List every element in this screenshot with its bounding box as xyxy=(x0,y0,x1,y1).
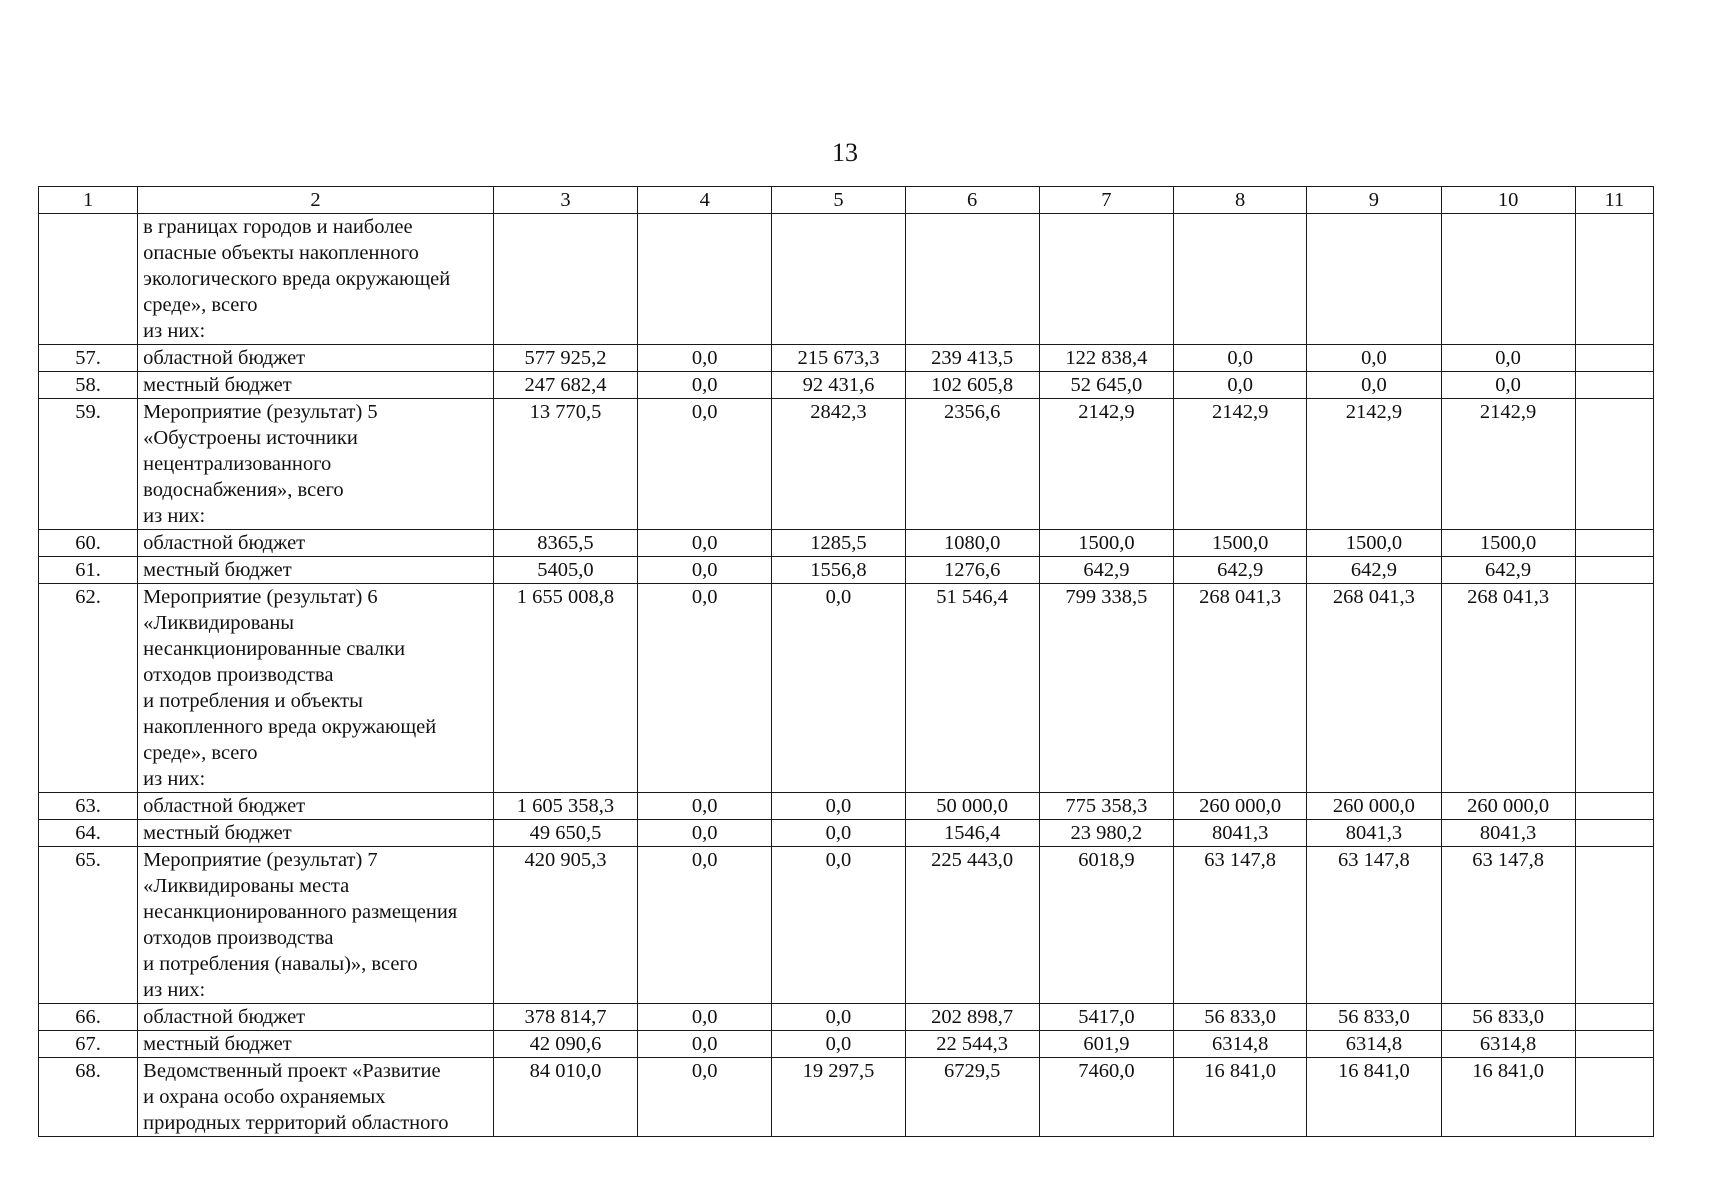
value-cell-col-11 xyxy=(1575,1004,1653,1031)
row-number: 58. xyxy=(39,372,138,399)
row-number: 67. xyxy=(39,1031,138,1058)
value-cell-col-8 xyxy=(1174,214,1307,345)
value-cell-col-5: 0,0 xyxy=(772,1031,905,1058)
value-cell-col-3: 42 090,6 xyxy=(493,1031,637,1058)
value-cell-col-8: 6314,8 xyxy=(1174,1031,1307,1058)
table-row xyxy=(39,1031,1654,1058)
value-cell-col-4: 0,0 xyxy=(638,1058,772,1137)
value-cell-col-7: 799 338,5 xyxy=(1039,584,1173,793)
value-cell-col-5: 0,0 xyxy=(772,584,905,793)
value-cell-col-8: 56 833,0 xyxy=(1174,1004,1307,1031)
value-cell-col-4: 0,0 xyxy=(638,345,772,372)
row-number: 65. xyxy=(39,847,138,1004)
value-cell-col-7: 1500,0 xyxy=(1039,530,1173,557)
value-cell-col-10 xyxy=(1441,214,1575,345)
value-cell-col-7: 6018,9 xyxy=(1039,847,1173,1004)
value-cell-col-10: 0,0 xyxy=(1441,345,1575,372)
value-cell-col-5: 0,0 xyxy=(772,1004,905,1031)
value-cell-col-4: 0,0 xyxy=(638,372,772,399)
value-cell-col-8: 642,9 xyxy=(1174,557,1307,584)
value-cell-col-8: 63 147,8 xyxy=(1174,847,1307,1004)
value-cell-col-6: 6729,5 xyxy=(905,1058,1039,1137)
value-cell-col-7: 2142,9 xyxy=(1039,399,1173,530)
value-cell-col-11 xyxy=(1575,793,1653,820)
value-cell-col-8: 268 041,3 xyxy=(1174,584,1307,793)
value-cell-col-5: 19 297,5 xyxy=(772,1058,905,1137)
table-row xyxy=(39,345,1654,372)
value-cell-col-8: 16 841,0 xyxy=(1174,1058,1307,1137)
value-cell-col-10: 642,9 xyxy=(1441,557,1575,584)
value-cell-col-7: 122 838,4 xyxy=(1039,345,1173,372)
column-header-11: 11 xyxy=(1575,187,1653,214)
row-description: областной бюджет xyxy=(138,345,494,372)
value-cell-col-3: 49 650,5 xyxy=(493,820,637,847)
value-cell-col-3: 378 814,7 xyxy=(493,1004,637,1031)
header-row xyxy=(39,187,1654,214)
row-description: областной бюджет xyxy=(138,1004,494,1031)
value-cell-col-9: 642,9 xyxy=(1307,557,1441,584)
column-header-8: 8 xyxy=(1174,187,1307,214)
value-cell-col-8: 8041,3 xyxy=(1174,820,1307,847)
row-number: 63. xyxy=(39,793,138,820)
column-header-1: 1 xyxy=(39,187,138,214)
value-cell-col-6: 51 546,4 xyxy=(905,584,1039,793)
value-cell-col-5: 2842,3 xyxy=(772,399,905,530)
value-cell-col-5: 1285,5 xyxy=(772,530,905,557)
budget-table xyxy=(38,186,1654,1137)
table-row xyxy=(39,1004,1654,1031)
table-row xyxy=(39,557,1654,584)
value-cell-col-3: 13 770,5 xyxy=(493,399,637,530)
value-cell-col-9: 56 833,0 xyxy=(1307,1004,1441,1031)
value-cell-col-4: 0,0 xyxy=(638,584,772,793)
row-description: Ведомственный проект «Развитие и охрана особо охраняемых природных территорий областного xyxy=(138,1058,494,1137)
value-cell-col-11 xyxy=(1575,372,1653,399)
value-cell-col-5: 0,0 xyxy=(772,820,905,847)
value-cell-col-11 xyxy=(1575,1031,1653,1058)
value-cell-col-4: 0,0 xyxy=(638,820,772,847)
value-cell-col-10: 63 147,8 xyxy=(1441,847,1575,1004)
row-description: местный бюджет xyxy=(138,820,494,847)
value-cell-col-10: 56 833,0 xyxy=(1441,1004,1575,1031)
value-cell-col-5: 0,0 xyxy=(772,847,905,1004)
table-row xyxy=(39,1058,1654,1137)
table-row xyxy=(39,530,1654,557)
value-cell-col-3 xyxy=(493,214,637,345)
value-cell-col-9: 1500,0 xyxy=(1307,530,1441,557)
row-description: областной бюджет xyxy=(138,793,494,820)
row-number: 61. xyxy=(39,557,138,584)
value-cell-col-6: 1276,6 xyxy=(905,557,1039,584)
table-row xyxy=(39,584,1654,793)
value-cell-col-8: 0,0 xyxy=(1174,372,1307,399)
row-description: местный бюджет xyxy=(138,372,494,399)
row-number: 66. xyxy=(39,1004,138,1031)
value-cell-col-5: 1556,8 xyxy=(772,557,905,584)
value-cell-col-3: 1 605 358,3 xyxy=(493,793,637,820)
column-header-9: 9 xyxy=(1307,187,1441,214)
row-number: 62. xyxy=(39,584,138,793)
column-header-10: 10 xyxy=(1441,187,1575,214)
value-cell-col-6: 1546,4 xyxy=(905,820,1039,847)
row-description: Мероприятие (результат) 6 «Ликвидированы несанкционированные свалки отходов производства и потребления и объекты накопленного вреда окружающей среде», всего из них: xyxy=(138,584,494,793)
column-header-2: 2 xyxy=(138,187,494,214)
table-body xyxy=(39,214,1654,1137)
value-cell-col-4: 0,0 xyxy=(638,530,772,557)
value-cell-col-7: 5417,0 xyxy=(1039,1004,1173,1031)
value-cell-col-7: 775 358,3 xyxy=(1039,793,1173,820)
column-header-6: 6 xyxy=(905,187,1039,214)
value-cell-col-5: 0,0 xyxy=(772,793,905,820)
value-cell-col-3: 247 682,4 xyxy=(493,372,637,399)
table-row xyxy=(39,399,1654,530)
value-cell-col-6: 22 544,3 xyxy=(905,1031,1039,1058)
value-cell-col-9: 260 000,0 xyxy=(1307,793,1441,820)
value-cell-col-10: 268 041,3 xyxy=(1441,584,1575,793)
row-number: 64. xyxy=(39,820,138,847)
value-cell-col-9: 6314,8 xyxy=(1307,1031,1441,1058)
value-cell-col-6: 225 443,0 xyxy=(905,847,1039,1004)
value-cell-col-4: 0,0 xyxy=(638,793,772,820)
value-cell-col-5: 92 431,6 xyxy=(772,372,905,399)
value-cell-col-4: 0,0 xyxy=(638,1004,772,1031)
value-cell-col-11 xyxy=(1575,530,1653,557)
value-cell-col-6 xyxy=(905,214,1039,345)
value-cell-col-6: 2356,6 xyxy=(905,399,1039,530)
value-cell-col-4: 0,0 xyxy=(638,1031,772,1058)
value-cell-col-10: 1500,0 xyxy=(1441,530,1575,557)
value-cell-col-4: 0,0 xyxy=(638,557,772,584)
value-cell-col-7 xyxy=(1039,214,1173,345)
value-cell-col-4 xyxy=(638,214,772,345)
page-number: 13 xyxy=(832,138,858,167)
value-cell-col-5 xyxy=(772,214,905,345)
table-header xyxy=(39,187,1654,214)
value-cell-col-8: 2142,9 xyxy=(1174,399,1307,530)
value-cell-col-11 xyxy=(1575,820,1653,847)
value-cell-col-3: 1 655 008,8 xyxy=(493,584,637,793)
value-cell-col-7: 642,9 xyxy=(1039,557,1173,584)
value-cell-col-7: 601,9 xyxy=(1039,1031,1173,1058)
row-description: в границах городов и наиболее опасные объекты накопленного экологического вреда окружающей среде», всего из них: xyxy=(138,214,494,345)
value-cell-col-8: 1500,0 xyxy=(1174,530,1307,557)
value-cell-col-10: 6314,8 xyxy=(1441,1031,1575,1058)
table-row xyxy=(39,820,1654,847)
value-cell-col-4: 0,0 xyxy=(638,847,772,1004)
value-cell-col-9: 0,0 xyxy=(1307,345,1441,372)
value-cell-col-7: 52 645,0 xyxy=(1039,372,1173,399)
row-number: 68. xyxy=(39,1058,138,1137)
value-cell-col-11 xyxy=(1575,345,1653,372)
value-cell-col-6: 1080,0 xyxy=(905,530,1039,557)
value-cell-col-11 xyxy=(1575,847,1653,1004)
value-cell-col-11 xyxy=(1575,557,1653,584)
value-cell-col-11 xyxy=(1575,1058,1653,1137)
value-cell-col-9: 16 841,0 xyxy=(1307,1058,1441,1137)
value-cell-col-8: 260 000,0 xyxy=(1174,793,1307,820)
value-cell-col-10: 8041,3 xyxy=(1441,820,1575,847)
column-header-5: 5 xyxy=(772,187,905,214)
value-cell-col-3: 5405,0 xyxy=(493,557,637,584)
column-header-7: 7 xyxy=(1039,187,1173,214)
value-cell-col-10: 2142,9 xyxy=(1441,399,1575,530)
row-description: областной бюджет xyxy=(138,530,494,557)
value-cell-col-6: 239 413,5 xyxy=(905,345,1039,372)
column-header-4: 4 xyxy=(638,187,772,214)
row-description: Мероприятие (результат) 7 «Ликвидированы места несанкционированного размещения отходов производства и потребления (навалы)», всего из них: xyxy=(138,847,494,1004)
value-cell-col-11 xyxy=(1575,584,1653,793)
value-cell-col-9: 0,0 xyxy=(1307,372,1441,399)
row-number xyxy=(39,214,138,345)
table-row xyxy=(39,372,1654,399)
value-cell-col-3: 577 925,2 xyxy=(493,345,637,372)
value-cell-col-3: 8365,5 xyxy=(493,530,637,557)
row-number: 60. xyxy=(39,530,138,557)
table-row xyxy=(39,793,1654,820)
table-row xyxy=(39,214,1654,345)
value-cell-col-10: 16 841,0 xyxy=(1441,1058,1575,1137)
value-cell-col-9: 268 041,3 xyxy=(1307,584,1441,793)
value-cell-col-10: 0,0 xyxy=(1441,372,1575,399)
value-cell-col-9: 8041,3 xyxy=(1307,820,1441,847)
value-cell-col-3: 420 905,3 xyxy=(493,847,637,1004)
value-cell-col-9: 2142,9 xyxy=(1307,399,1441,530)
value-cell-col-9: 63 147,8 xyxy=(1307,847,1441,1004)
value-cell-col-7: 7460,0 xyxy=(1039,1058,1173,1137)
column-header-3: 3 xyxy=(493,187,637,214)
row-number: 59. xyxy=(39,399,138,530)
value-cell-col-6: 102 605,8 xyxy=(905,372,1039,399)
row-description: Мероприятие (результат) 5 «Обустроены источники нецентрализованного водоснабжения», всего из них: xyxy=(138,399,494,530)
value-cell-col-5: 215 673,3 xyxy=(772,345,905,372)
value-cell-col-10: 260 000,0 xyxy=(1441,793,1575,820)
value-cell-col-6: 50 000,0 xyxy=(905,793,1039,820)
value-cell-col-6: 202 898,7 xyxy=(905,1004,1039,1031)
value-cell-col-11 xyxy=(1575,399,1653,530)
value-cell-col-3: 84 010,0 xyxy=(493,1058,637,1137)
row-description: местный бюджет xyxy=(138,1031,494,1058)
table-row xyxy=(39,847,1654,1004)
row-description: местный бюджет xyxy=(138,557,494,584)
row-number: 57. xyxy=(39,345,138,372)
value-cell-col-7: 23 980,2 xyxy=(1039,820,1173,847)
value-cell-col-11 xyxy=(1575,214,1653,345)
value-cell-col-8: 0,0 xyxy=(1174,345,1307,372)
value-cell-col-4: 0,0 xyxy=(638,399,772,530)
value-cell-col-9 xyxy=(1307,214,1441,345)
